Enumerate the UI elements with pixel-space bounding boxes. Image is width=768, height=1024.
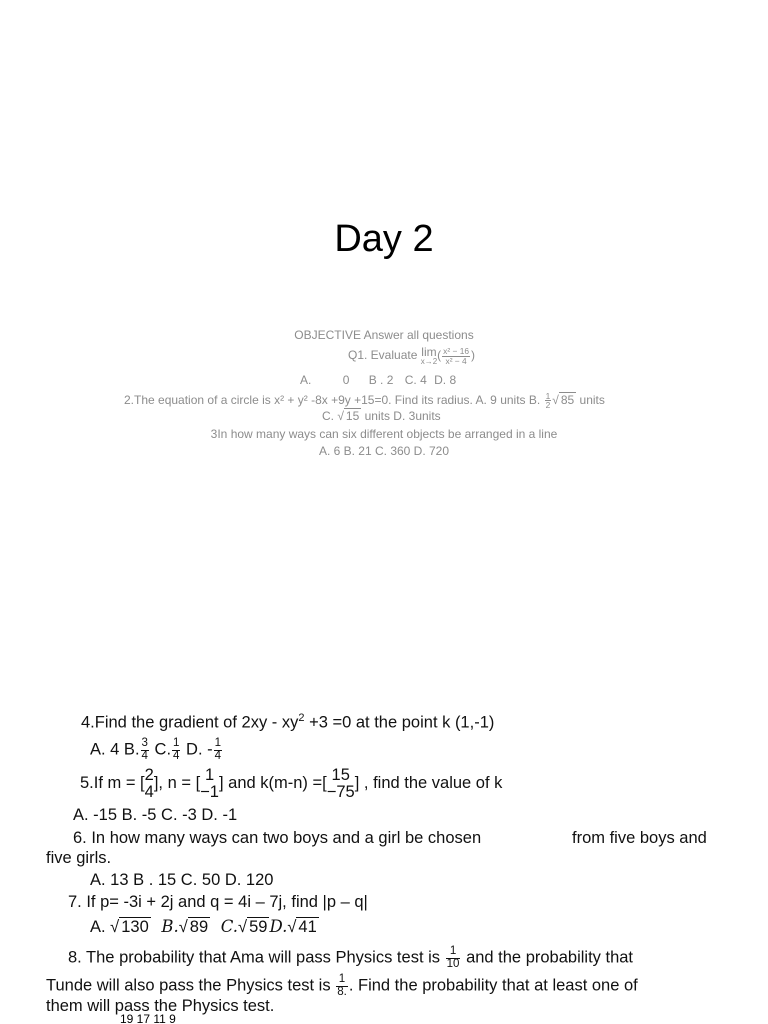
q4-frac-d: [214, 738, 222, 762]
q8-options-cutoff: 19 17 11 9: [120, 1012, 176, 1024]
q1-option-a: A.: [300, 373, 312, 387]
result-bottom: −75: [326, 782, 355, 801]
matrix-n: [200, 767, 219, 800]
matrix-result: [327, 767, 355, 800]
q4-c-num: 1: [173, 737, 180, 749]
q7-d-value: 41: [298, 918, 317, 936]
q8-f1-num: 1: [446, 946, 461, 959]
q4-text-a: 4.Find the gradient of 2xy - xy: [81, 713, 299, 732]
q4-option-a-b: A. 4 B.: [90, 740, 140, 759]
q8-text-a: 8. The probability that Ama will pass Physics test is: [68, 948, 441, 967]
lim-word: lim: [421, 345, 437, 359]
q7-options: A. √ 130 B.√ 89 C.√ 59 D.√ 41: [90, 917, 317, 936]
q1-numerator: x² − 16: [443, 346, 470, 357]
page-title: Day 2: [334, 218, 434, 260]
half-den: 2: [545, 400, 551, 411]
root-85: 85: [560, 393, 575, 408]
q8-frac-tunde: [336, 974, 348, 998]
q8-frac-ama: [446, 946, 461, 970]
half-num: 1: [545, 391, 551, 401]
result-top: 15: [331, 766, 350, 784]
q5-text-b: ], n = [: [153, 773, 201, 792]
q8-f2-num: 1: [336, 974, 348, 987]
n-top: 1: [204, 766, 215, 784]
q8-f1-den: 10: [446, 957, 460, 970]
q4-text-b: +3 =0 at the point k (1,-1): [304, 713, 495, 732]
q6-line1-a: 6. In how many ways can two boys and a girl be chosen: [73, 829, 482, 847]
q5-line: [80, 767, 502, 800]
q1-option-a-value: 0: [342, 373, 350, 387]
q7-a-value: 130: [121, 918, 149, 936]
q4-d-den: 4: [214, 749, 222, 762]
q8-line1: [68, 946, 633, 970]
q4-b-den: 4: [141, 749, 148, 762]
q4-frac-b: [141, 738, 149, 762]
q1-line: Q1. Evaluate lim x→2 ( $\frac{\text{x² − 16}}{\text{x² − 4}}$ ): [348, 345, 476, 366]
q3-text: 3In how many ways can six different objects be arranged in a line: [210, 427, 558, 441]
q7-c-value: 59: [249, 918, 268, 936]
n-bottom: −1: [200, 782, 219, 801]
q4-options: [90, 738, 223, 762]
q7-option-a: A.: [90, 918, 106, 936]
q5-text-d: ] , find the value of k: [354, 773, 503, 792]
q1-prefix: Q1. Evaluate: [348, 348, 418, 363]
q6-line1-b: from five boys and: [572, 829, 707, 847]
q7-option-b: B.: [161, 917, 179, 936]
objective-header: OBJECTIVE Answer all questions: [294, 328, 474, 342]
q4-option-d: D. -: [181, 740, 213, 759]
q4-option-c: C.: [149, 740, 172, 759]
q4-b-num: 3: [141, 737, 148, 749]
q3-options: A. 6 B. 21 C. 360 D. 720: [318, 444, 450, 458]
q1-option-c: C. 4: [404, 373, 427, 387]
q5-text-c: ] and k(m-n) =[: [218, 773, 327, 792]
q8-text-c: Tunde will also pass the Physics test is: [46, 976, 331, 995]
q6-options: A. 13 B . 15 C. 50 D. 120: [90, 871, 274, 889]
q8-text-b: and the probability that: [466, 948, 634, 967]
root-15: 15: [345, 409, 360, 423]
q5-options: A. -15 B. -5 C. -3 D. -1: [73, 806, 238, 824]
q4-d-num: 1: [214, 737, 222, 749]
q2-line2-rest: units D. 3units: [364, 409, 441, 423]
q4-c-den: 4: [173, 749, 180, 762]
q2-option-c-label: C.: [322, 409, 334, 423]
q1-option-b: B . 2: [368, 373, 394, 387]
q2-half: [545, 392, 552, 410]
q7-text: 7. If p= -3i + 2j and q = 4i – 7j, find |p – q|: [68, 893, 368, 911]
q8-line3: them will pass the Physics test.: [46, 997, 275, 1015]
q8-text-d: . Find the probability that at least one of: [348, 976, 638, 995]
q4-line: [81, 712, 494, 733]
q7-b-value: 89: [189, 918, 209, 936]
q2-line1: 2.The equation of a circle is x² + y² -8x +9y +15=0. Find its radius. A. 9 units B. $\frac{1}{2}$ √ 85 units: [124, 391, 605, 411]
q2-line2: C. √ 15 units D. 3units: [322, 409, 441, 423]
q7-option-c: C.: [220, 917, 239, 936]
q8-f2-den: 8.: [337, 985, 347, 998]
lim-sub: x→2: [420, 357, 438, 366]
q8-line2: [46, 974, 638, 998]
q4-exponent: 2: [298, 712, 305, 724]
q5-text-a: 5.If m = [: [80, 773, 145, 792]
q1-option-d: D. 8: [434, 373, 457, 387]
m-top: 2: [144, 766, 154, 784]
q2-units: units: [579, 393, 605, 408]
q1-denominator: x² − 4: [445, 355, 467, 366]
q1-options: [300, 373, 456, 387]
q4-frac-c: [172, 738, 180, 762]
q7-option-d: D.: [269, 917, 288, 936]
matrix-m: [145, 767, 154, 800]
q1-fraction: [442, 347, 470, 365]
q2-text: 2.The equation of a circle is x² + y² -8x +9y +15=0. Find its radius. A. 9 units B.: [124, 393, 541, 408]
limit-expression: [421, 346, 437, 366]
q6-line2: five girls.: [46, 849, 112, 867]
m-bottom: 4: [144, 782, 154, 801]
